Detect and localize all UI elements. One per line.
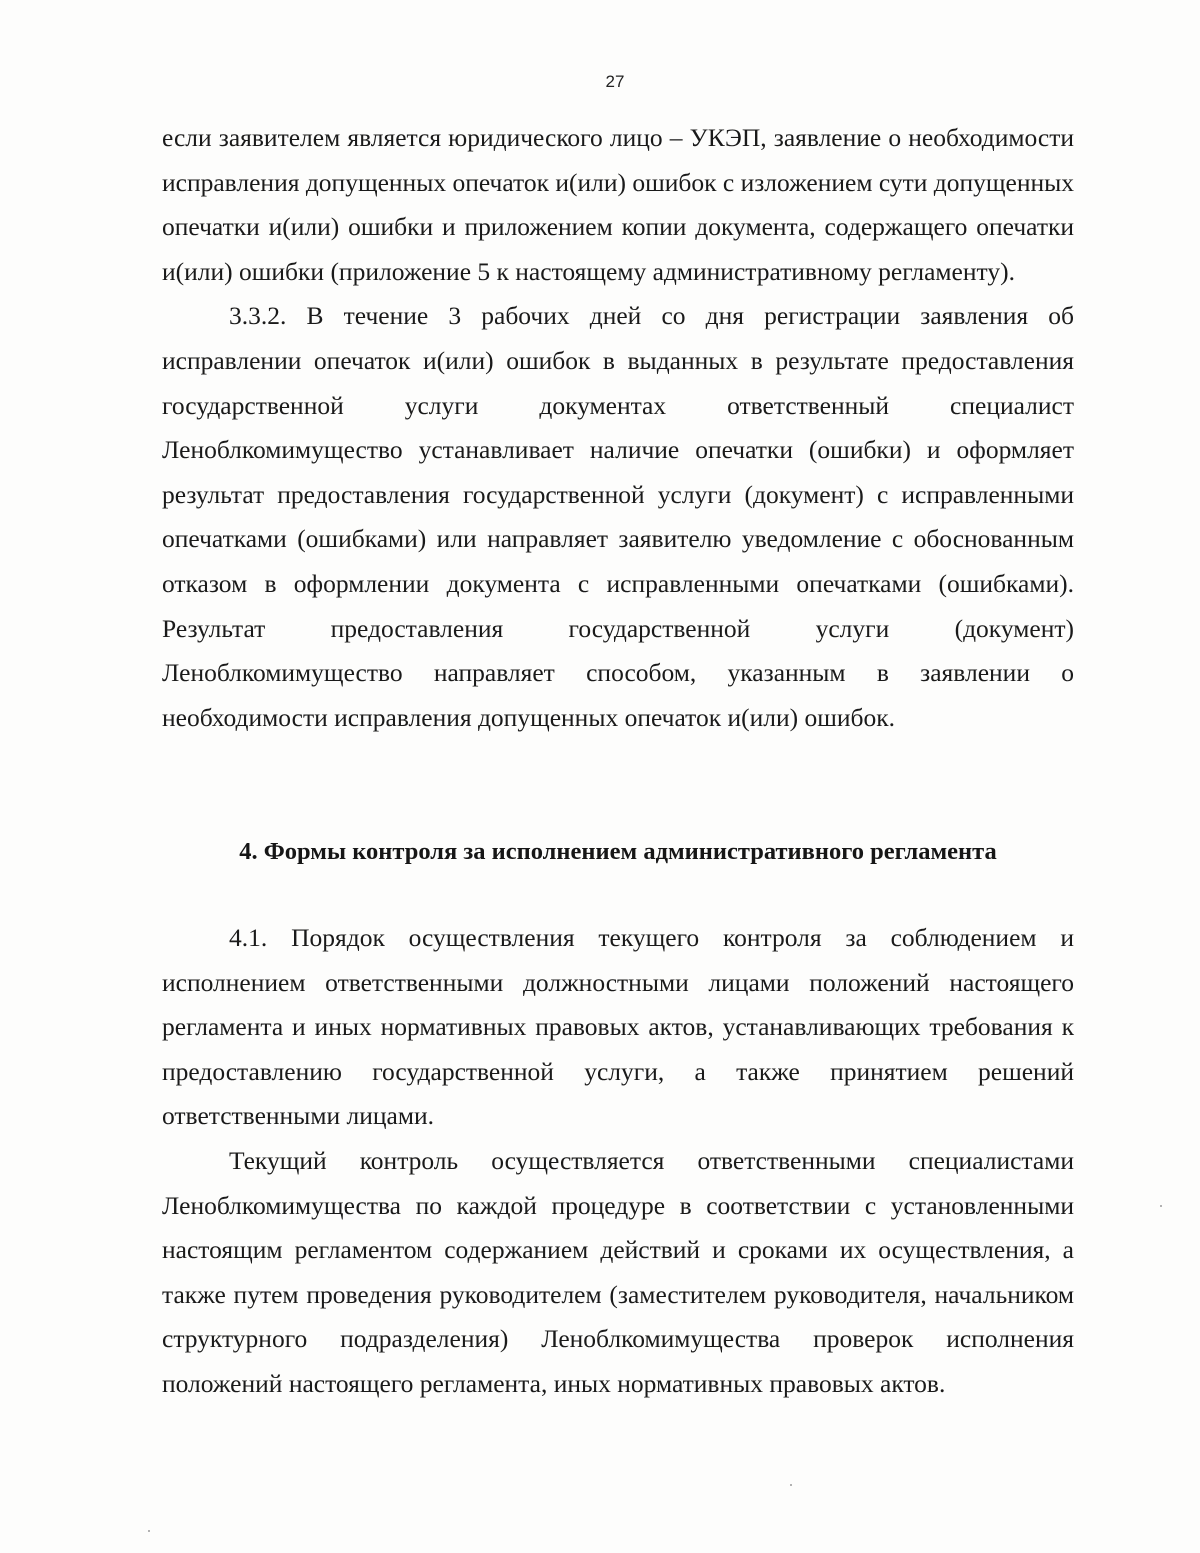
scan-speck — [790, 1484, 792, 1486]
text-block-bottom — [162, 916, 1074, 1407]
scan-speck — [148, 1530, 150, 1532]
paragraph-3-3-2: 3.3.2. В течение 3 рабочих дней со дня регистрации заявления об исправлении опечаток и(или) ошибок в выданных в результате предоставления государственной услуги документах ответственный специалист Леноблкомимущество устанавливает наличие опечатки (ошибки) и оформляет результат предоставления государственной услуги (документ) с исправленными опечатками (ошибками) или направляет заявителю уведомление с обоснованным отказом в оформлении документа с исправленными опечатками (ошибками). Результат предоставления государственной услуги (документ) Леноблкомимущество направляет способом, указанным в заявлении о необходимости исправления допущенных опечаток и(или) ошибок. — [162, 301, 1074, 732]
paragraph-continuation: если заявителем является юридического лицо – УКЭП, заявление о необходимости исправления допущенных опечаток и(или) ошибок с изложением сути допущенных опечатки и(или) ошибки и приложением копии документа, содержащего опечатки и(или) ошибки (приложение 5 к настоящему административному регламенту). — [162, 123, 1074, 286]
text-block-top — [162, 116, 1074, 740]
page-number: 27 — [605, 72, 625, 91]
paragraph-4-1: 4.1. Порядок осуществления текущего контроля за соблюдением и исполнением ответственными должностными лицами положений настоящего регламента и иных нормативных правовых актов, устанавливающих требования к предоставлению государственной услуги, а также принятием решений ответственными лицами. — [162, 923, 1074, 1131]
paragraph-current-control: Текущий контроль осуществляется ответственными специалистами Леноблкомимущества по каждой процедуре в соответствии с установленными настоящим регламентом содержанием действий и сроками их осуществления, а также путем проведения руководителем (заместителем руководителя, начальником структурного подразделения) Леноблкомимущества проверок исполнения положений настоящего регламента, иных нормативных правовых актов. — [162, 1145, 1074, 1398]
scan-speck — [1160, 1205, 1162, 1207]
section-heading: 4. Формы контроля за исполнением административного регламента — [239, 838, 997, 865]
